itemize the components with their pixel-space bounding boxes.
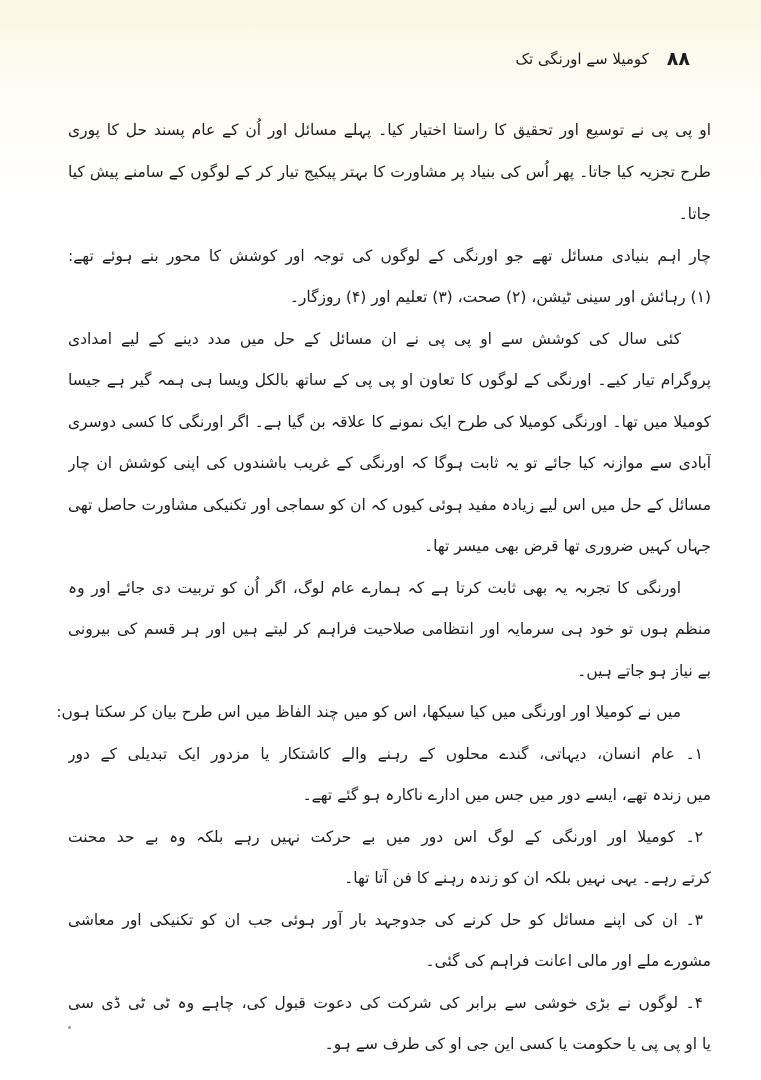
body-line: جہاں کہیں ضروری تھا قرض بھی میسر تھا۔ [424,537,711,555]
body-line: او پی پی نے توسیع اور تحقیق کا راستا اختیار کیا۔ پہلے مسائل اور اُن کے عام پسند حل کا پوری [68,121,711,139]
list-item-line: ۳۔ ان کی اپنے مسائل کو حل کرنے کی جدوجہد بار آور ہوئی جب ان کو تکنیکی اور معاشی [68,911,703,929]
body-line: پروگرام تیار کیے۔ اورنگی کے لوگوں کا تعاون او پی پی کے ساتھ بالکل ویسا ہی ہمہ گیر ہے جیسا [68,371,711,389]
body-line: مسائل کے حل میں اس لیے زیادہ مفید ہوئی کیوں کہ ان کو سماجی اور تکنیکی مشاورت حاصل تھی [68,496,711,514]
page-number: ۸۸ [666,48,690,70]
body-line: میں نے کومیلا اور اورنگی میں کیا سیکھا، اس کو میں چند الفاظ میں اس طرح بیان کر سکتا ہوں: [56,703,681,721]
body-line: بے نیاز ہو جاتے ہیں۔ [577,662,711,680]
list-item-line: یا او پی پی یا حکومت یا کسی این جی او کی طرف سے ہو۔ [324,1035,711,1053]
body-line: (۱) رہائش اور سینی ٹیشن، (۲) صحت، (۳) تعلیم اور (۴) روزگار۔ [289,288,711,306]
page-header [460,44,690,74]
body-line: کئی سال کی کوشش سے او پی پی نے ان مسائل کے حل میں مدد دینے کے لیے امدادی [68,330,681,348]
body-line: جاتا۔ [678,205,711,223]
body-line: اورنگی کا تجربہ یہ بھی ثابت کرتا ہے کہ ہمارے عام لوگ، اگر اُن کو تربیت دی جائے اور وہ [68,579,681,597]
list-item-line: ۱۔ عام انسان، دیہاتی، گندے محلوں کے رہنے والے کاشتکار یا مزدور ایک تبدیلی کے دور [68,745,703,763]
running-title: کومیلا سے اورنگی تک [515,50,649,68]
list-item-line: کرتے رہے۔ یہی نہیں بلکہ ان کو زندہ رہنے کا فن آتا تھا۔ [344,869,711,887]
list-item-line: ۲۔ کومیلا اور اورنگی کے لوگ اس دور میں بے حرکت نہیں رہے بلکہ وہ بے حد محنت [68,828,703,846]
body-line: آبادی سے موازنہ کیا جائے تو یہ ثابت ہوگا کہ اورنگی کے غریب باشندوں کی اپنی کوشش ان چار [68,454,711,472]
list-item-line: مشورے ملے اور مالی اعانت فراہم کی گئی۔ [425,952,711,970]
list-item-line: ۴۔ لوگوں نے بڑی خوشی سے برابر کی شرکت کی دعوت قبول کی، چاہے وہ ٹی ٹی ڈی سی [68,994,703,1012]
body-line: چار اہم بنیادی مسائل تھے جو اورنگی کے لوگوں کی توجہ اور کوشش کا محور بنے ہوئے تھے: [68,247,711,265]
list-item-line: میں زندہ تھے، ایسے دور میں جس میں ادارے ناکارہ ہو گئے تھے۔ [302,786,711,804]
body-line: طرح تجزیہ کیا جاتا۔ پھر اُس کی بنیاد پر مشاورت کا بہتر پیکیج تیار کر کے لوگوں کے سامنے پیش کیا [68,163,711,181]
body-line: کومیلا میں تھا۔ اورنگی کومیلا کی طرح ایک نمونے کا علاقہ بن گیا ہے۔ اگر اورنگی کا کسی دوسری [68,413,711,431]
body-line: منظم ہوں تو خود ہی سرمایہ اور انتظامی صلاحیت فراہم کر لیتے ہیں اور ہر قسم کی بیرونی [68,620,711,638]
scan-speck [68,1026,71,1029]
